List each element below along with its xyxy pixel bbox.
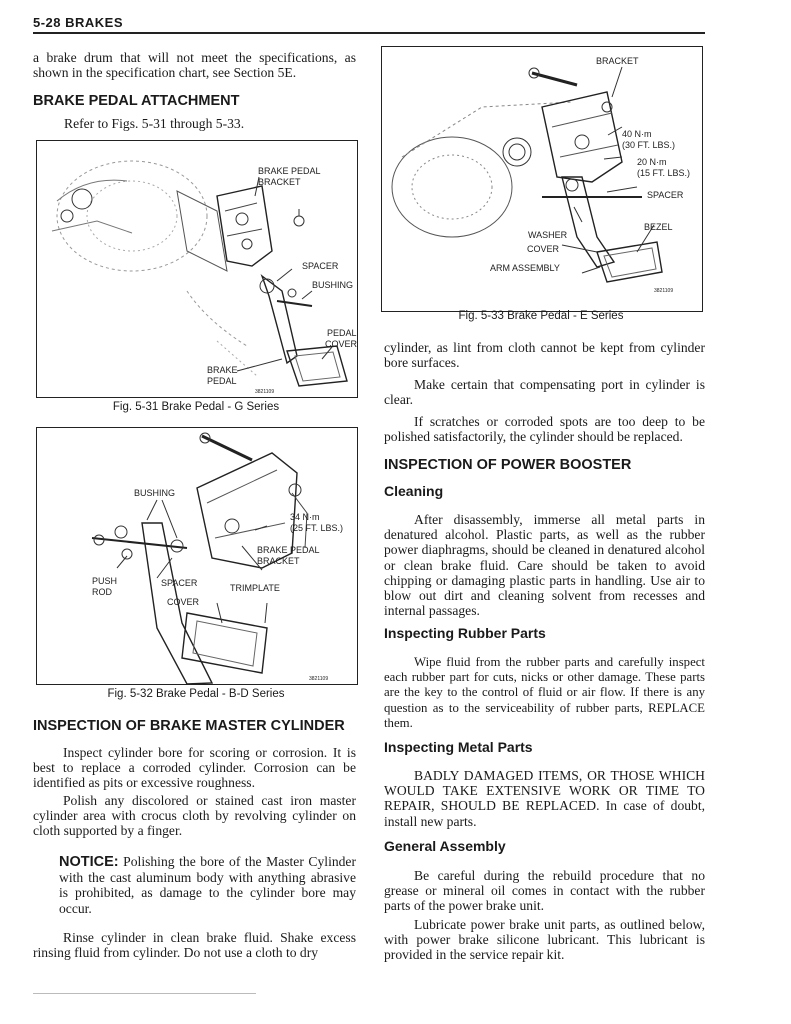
master-cylinder-heading: INSPECTION OF BRAKE MASTER CYLINDER xyxy=(33,718,345,734)
fig32-label-bracket-a: BRAKE PEDAL xyxy=(257,545,320,555)
intro-paragraph: a brake drum that will not meet the specifications, as shown in the specification chart, see Section 5E. xyxy=(33,50,356,81)
page-title: 5-28 BRAKES xyxy=(33,15,124,30)
continuation-paragraph: cylinder, as lint from cloth cannot be kept from cylinder bore surfaces. xyxy=(384,340,705,371)
power-booster-heading: INSPECTION OF POWER BOOSTER xyxy=(384,457,632,473)
fig31-label-brake-b: PEDAL xyxy=(207,376,237,386)
fig32-label-bushing: BUSHING xyxy=(134,488,176,498)
notice-label: NOTICE: xyxy=(59,854,119,870)
notice-paragraph xyxy=(59,854,356,916)
fig32-caption: Fig. 5-32 Brake Pedal - B-D Series xyxy=(107,688,285,700)
rubber-parts-heading: Inspecting Rubber Parts xyxy=(384,625,546,641)
brake-pedal-b-d-series-drawing xyxy=(37,428,357,684)
fig32-label-cover: COVER xyxy=(167,597,200,607)
fig32-code: 3821109 xyxy=(309,676,329,682)
fig31-label-cover-b: COVER xyxy=(325,339,358,349)
brake-pedal-heading: BRAKE PEDAL ATTACHMENT xyxy=(33,93,240,109)
fig33-label-torque1-b: (30 FT. LBS.) xyxy=(622,140,676,150)
fig32-label-torque-b: (25 FT. LBS.) xyxy=(290,523,344,533)
refer-text: Refer to Figs. 5-31 through 5-33. xyxy=(64,116,245,131)
metal-parts-caps-text: BADLY DAMAGED ITEMS, OR THOSE WHICH WOULD TAKE EXTENSIVE WORK OR TIME TO REPAIR, SHOULD BE REPLACED. xyxy=(384,768,705,814)
metal-parts-tail-text: In case of doubt, install new parts. xyxy=(384,798,706,829)
metal-parts-heading: Inspecting Metal Parts xyxy=(384,739,533,755)
fig33-label-washer: WASHER xyxy=(528,230,568,240)
fig31-caption: Fig. 5-31 Brake Pedal - G Series xyxy=(112,401,280,413)
fig31-label-brake-a: BRAKE xyxy=(207,365,238,375)
scratches-paragraph: If scratches or corroded spots are too deep to be polished satisfactorily, the cylinder should be replaced. xyxy=(384,414,705,445)
fig31-label-bracket-a: BRAKE PEDAL xyxy=(258,166,321,176)
fig31-label-bushing: BUSHING xyxy=(312,280,354,290)
footer-rule xyxy=(33,993,256,994)
fig32-label-push-b: ROD xyxy=(92,587,112,597)
fig32-label-spacer: SPACER xyxy=(161,578,198,588)
rinse-paragraph: Rinse cylinder in clean brake fluid. Shake excess rinsing fluid from cylinder. Do not use a cloth to dry xyxy=(33,930,356,961)
notice-text: Polishing the bore of the Master Cylinder with the cast aluminum body with anything abrasive is prohibited, as damage to the cylinder bore may occur. xyxy=(59,854,356,916)
general-assembly-heading: General Assembly xyxy=(384,838,506,854)
fig33-label-bezel: BEZEL xyxy=(644,222,673,232)
fig33-label-torque2-a: 20 N·m xyxy=(637,157,667,167)
fig33-label-spacer: SPACER xyxy=(647,190,684,200)
fig31-label-cover-a: PEDAL xyxy=(327,328,357,338)
fig32-label-push-a: PUSH xyxy=(92,576,118,586)
metal-parts-paragraph xyxy=(384,768,705,829)
lubricate-paragraph: Lubricate power brake unit parts, as outlined below, with power brake silicone lubricant. This lubricant is provided in the service repair kit. xyxy=(384,917,705,963)
master-cylinder-paragraph-1: Inspect cylinder bore for scoring or corrosion. It is best to replace a corroded cylinder. Corrosion can be identified as pits or excessive roughness. xyxy=(33,745,356,791)
fig31-label-spacer: SPACER xyxy=(302,261,339,271)
fig33-label-bracket: BRACKET xyxy=(596,56,639,66)
fig33-caption: Fig. 5-33 Brake Pedal - E Series xyxy=(458,310,624,322)
general-assembly-paragraph: Be careful during the rebuild procedure that no grease or mineral oil comes in contact with the rubber parts of the power brake unit. xyxy=(384,868,705,914)
fig32-label-torque-a: 34 N·m xyxy=(290,512,320,522)
rubber-parts-paragraph: Wipe fluid from the rubber parts and carefully inspect each rubber part for cuts, nicks or other damage. These parts are the key to the control of fluid or air flow. If there is any question as to the serviceability of rubber parts, REPLACE them. xyxy=(384,655,705,730)
compensating-port-paragraph: Make certain that compensating port in cylinder is clear. xyxy=(384,377,705,408)
fig33-code: 3821109 xyxy=(654,288,674,294)
cleaning-paragraph: After disassembly, immerse all metal parts in denatured alcohol. Plastic parts, as well as the rubber power diaphragms, should be cleaned in denatured alcohol or clean brake fluid. Care should be taken to avoid chipping or damaging plastic parts in handling. Use air to blow out dirt and cleaning solvent from recesses and internal passages. xyxy=(384,512,705,619)
fig33-label-torque2-b: (15 FT. LBS.) xyxy=(637,168,691,178)
fig33-label-arm: ARM ASSEMBLY xyxy=(490,263,560,273)
fig33-label-torque1-a: 40 N·m xyxy=(622,129,652,139)
figure-5-33 xyxy=(381,46,703,312)
fig33-label-cover: COVER xyxy=(527,244,560,254)
fig31-code: 3821109 xyxy=(255,389,275,395)
figure-5-32 xyxy=(36,427,358,685)
figure-5-31 xyxy=(36,140,358,398)
cleaning-heading: Cleaning xyxy=(384,483,444,499)
header-rule xyxy=(33,32,705,34)
fig32-label-bracket-b: BRACKET xyxy=(257,556,300,566)
master-cylinder-paragraph-2: Polish any discolored or stained cast iron master cylinder area with crocus cloth by revolving cylinder on cloth supported by a finger. xyxy=(33,793,356,839)
fig31-label-bracket-b: BRACKET xyxy=(258,177,301,187)
fig32-label-trimplate: TRIMPLATE xyxy=(230,583,280,593)
